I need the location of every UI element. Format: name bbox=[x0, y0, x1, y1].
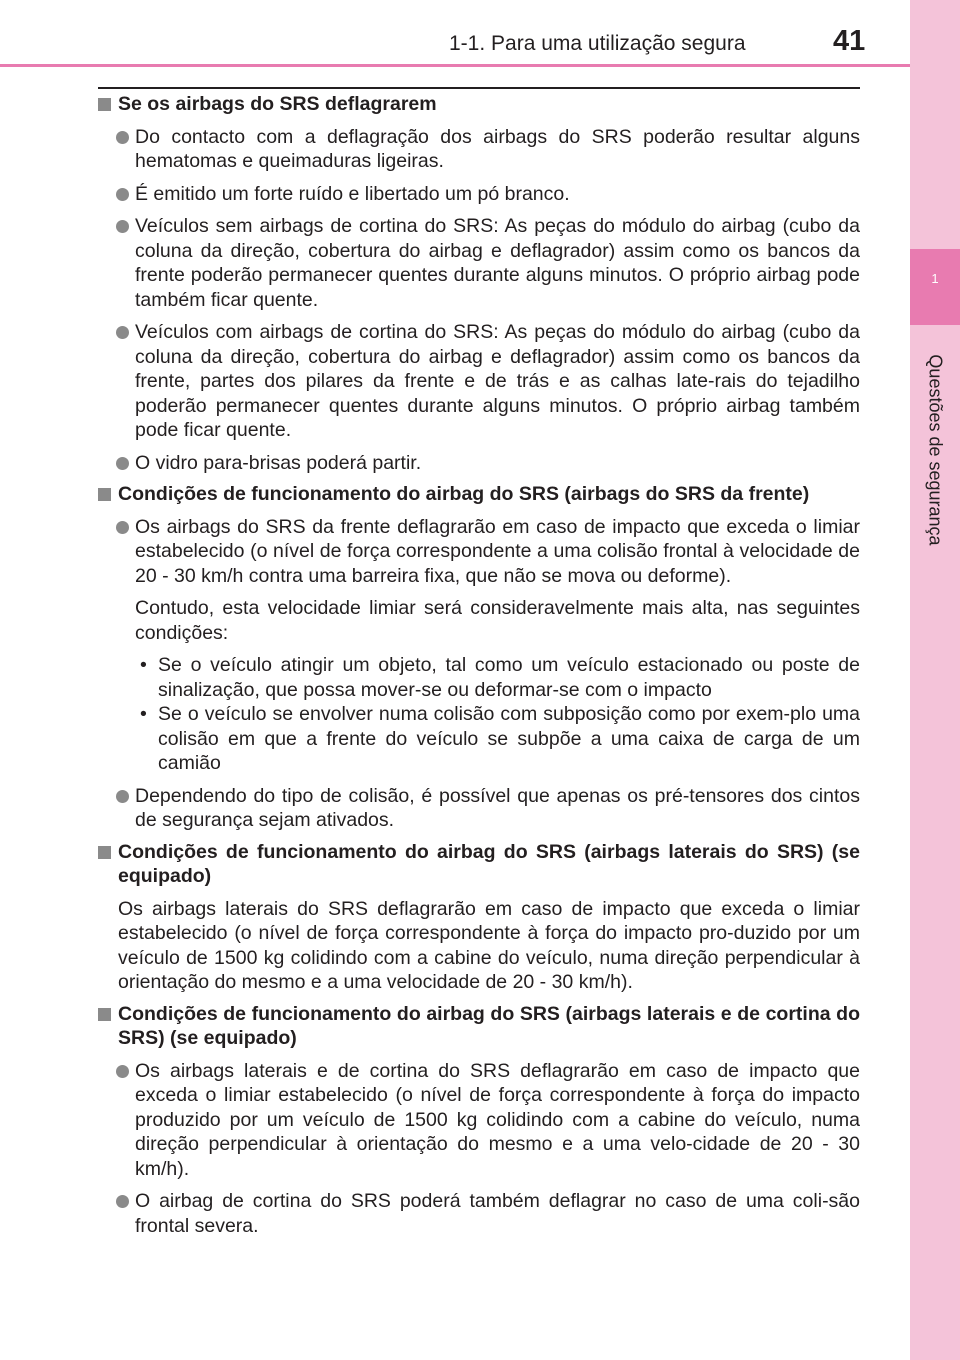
list-item bbox=[98, 1189, 860, 1238]
heading-side-airbag-conditions bbox=[98, 840, 860, 889]
sub-list-item-text: Se o veículo se envolver numa colisão com subposição como por exem-plo uma colisão em que a frente do veículo se subpõe a uma caixa de carga de um camião bbox=[158, 703, 860, 774]
heading-text: Condições de funcionamento do airbag do SRS (airbags do SRS da frente) bbox=[118, 483, 810, 505]
list-item bbox=[98, 515, 860, 589]
page-number: 41 bbox=[833, 25, 866, 57]
heading-airbag-deployment bbox=[98, 92, 860, 117]
body-paragraph: Os airbags laterais do SRS deflagrarão em caso de impacto que exceda o limiar estabelecido (o nível de força correspondente à força do impacto pro-duzido por um veículo de 1500 kg colidindo com a cabine do veículo, numa direção perpendicular à orientação do mesmo e a uma velocidade de 20 - 30 km/h). bbox=[118, 897, 860, 993]
list-item-text: Dependendo do tipo de colisão, é possível que apenas os pré-tensores dos cintos de segurança sejam ativados. bbox=[135, 784, 860, 831]
round-bullet-icon bbox=[116, 326, 129, 339]
note-paragraph: Contudo, esta velocidade limiar será consideravelmente mais alta, nas seguintes condições: bbox=[135, 597, 860, 644]
list-item-text: Os airbags do SRS da frente deflagrarão em caso de impacto que exceda o limiar estabelecido (o nível de força correspondente a uma colisão frontal à velocidade de 20 - 30 km/h contra uma barreira fixa, que não se mova ou deforme). bbox=[135, 515, 860, 587]
chapter-number: 1 bbox=[931, 271, 939, 286]
chapter-number-tab[interactable] bbox=[910, 249, 960, 325]
heading-side-curtain-airbag-conditions bbox=[98, 1002, 860, 1051]
list-item bbox=[98, 125, 860, 174]
sub-list-item bbox=[98, 702, 860, 776]
sub-list-item-text: Se o veículo atingir um objeto, tal como um veículo estacionado ou poste de sinalização, que possa mover-se ou deformar-se com o impacto bbox=[158, 654, 860, 701]
list-item bbox=[98, 214, 860, 312]
list-item bbox=[98, 1059, 860, 1182]
list-item-text: É emitido um forte ruído e libertado um pó branco. bbox=[135, 182, 570, 205]
list-item bbox=[98, 182, 860, 207]
list-item-text: Veículos com airbags de cortina do SRS: As peças do módulo do airbag (cubo da coluna da direção, cobertura do airbag e deflagrador) assim como os bancos da frente, partes dos pilares da frente e de trás e as calhas late-rais do tejadilho poderão permanecer quentes durante alguns minutos. O próprio airbag também pode ficar quente. bbox=[135, 321, 860, 441]
heading-text: Condições de funcionamento do airbag do SRS (airbags laterais e de cortina do SRS) (se equipado) bbox=[118, 1002, 860, 1049]
sub-list-item bbox=[98, 653, 860, 702]
heading-text: Condições de funcionamento do airbag do SRS (airbags laterais do SRS) (se equipado) bbox=[118, 840, 860, 887]
list-item-text: Do contacto com a deflagração dos airbags do SRS poderão resultar alguns hematomas e queimaduras ligeiras. bbox=[135, 125, 860, 172]
round-bullet-icon bbox=[116, 220, 129, 233]
list-item-text: O airbag de cortina do SRS poderá também deflagrar no caso de uma coli-são frontal severa. bbox=[135, 1190, 860, 1237]
content-top-rule bbox=[98, 87, 860, 89]
round-bullet-icon bbox=[116, 188, 129, 201]
page-content bbox=[98, 92, 860, 1238]
sub-bullet-marker: • bbox=[140, 654, 147, 676]
chapter-title: Questões de segurança bbox=[925, 354, 946, 546]
round-bullet-icon bbox=[116, 457, 129, 470]
square-bullet-icon bbox=[98, 846, 111, 859]
list-item bbox=[98, 320, 860, 443]
heading-front-airbag-conditions bbox=[98, 482, 860, 507]
list-item-text: Os airbags laterais e de cortina do SRS deflagrarão em caso de impacto que exceda o limiar estabelecido (o nível de força correspondente à força do impacto produzido por um veículo de 1500 kg colidindo com a cabine do veículo, numa direção perpendicular à orientação do mesmo e a uma velo-cidade de 20 - 30 km/h). bbox=[135, 1059, 860, 1180]
section-title: 1-1. Para uma utilização segura bbox=[449, 32, 746, 55]
list-item-text: Veículos sem airbags de cortina do SRS: As peças do módulo do airbag (cubo da coluna da direção, cobertura do airbag e deflagrador) assim como os bancos da frente poderão permanecer quentes durante alguns minutos. O próprio airbag pode também ficar quente. bbox=[135, 215, 860, 311]
round-bullet-icon bbox=[116, 1065, 129, 1078]
square-bullet-icon bbox=[98, 1008, 111, 1021]
round-bullet-icon bbox=[116, 131, 129, 144]
chapter-sidebar bbox=[910, 0, 960, 1360]
round-bullet-icon bbox=[116, 521, 129, 534]
square-bullet-icon bbox=[98, 98, 111, 111]
round-bullet-icon bbox=[116, 1195, 129, 1208]
square-bullet-icon bbox=[98, 488, 111, 501]
list-item bbox=[98, 451, 860, 476]
header-rule bbox=[0, 64, 910, 67]
round-bullet-icon bbox=[116, 790, 129, 803]
heading-text: Se os airbags do SRS deflagrarem bbox=[118, 93, 437, 115]
list-item bbox=[98, 784, 860, 833]
list-item-text: O vidro para-brisas poderá partir. bbox=[135, 451, 422, 474]
sub-bullet-marker: • bbox=[140, 703, 147, 725]
